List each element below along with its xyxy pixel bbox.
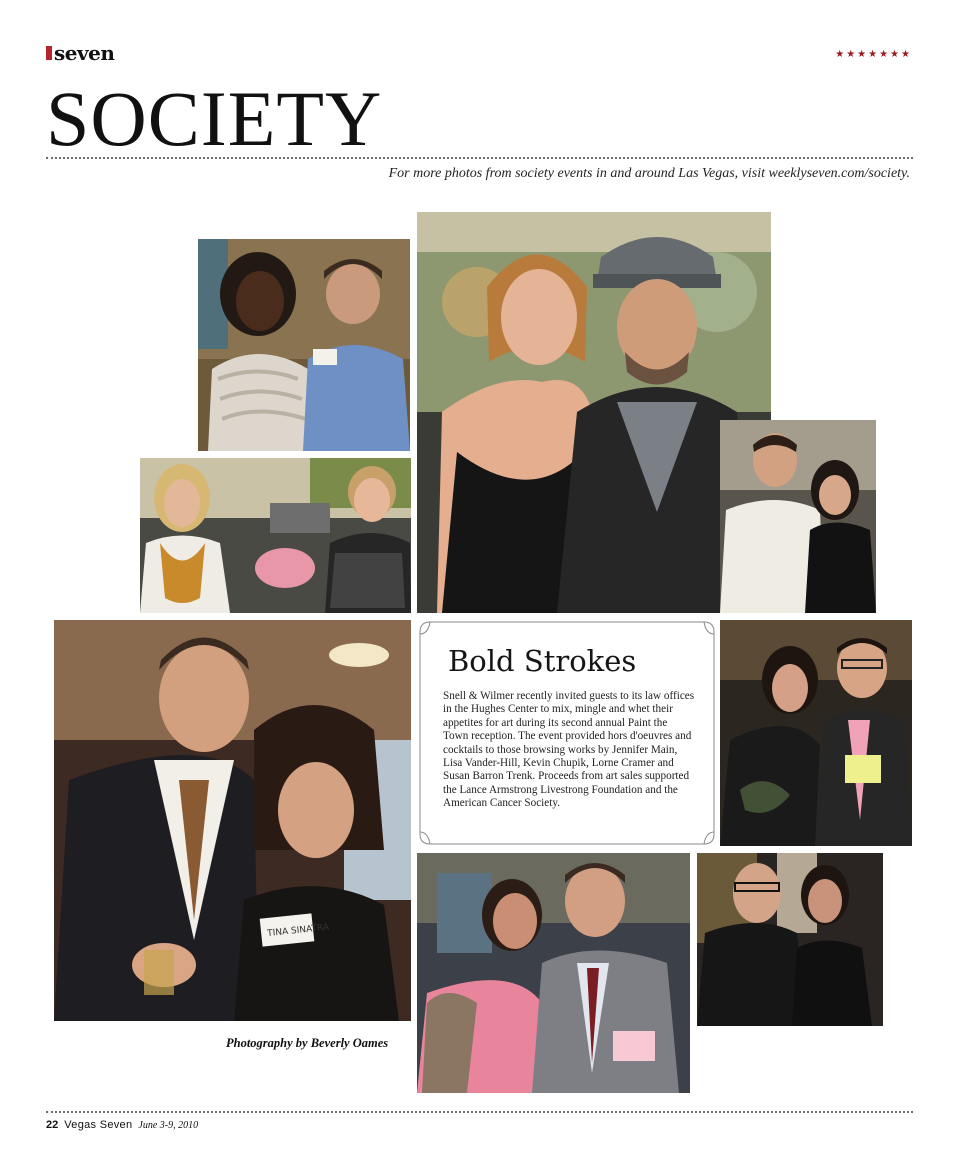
photo-couple-with-hat xyxy=(417,212,771,613)
brand-accent-bar xyxy=(46,46,52,60)
page-footer xyxy=(46,1119,198,1131)
website-note: For more photos from society events in and around Las Vegas, visit weeklyseven.com/society. xyxy=(388,166,910,181)
article-title: Bold Strokes xyxy=(448,644,637,678)
photo-credit: Photography by Beverly Oames xyxy=(226,1036,389,1050)
magazine-name: Vegas Seven xyxy=(64,1119,133,1131)
brand-name: seven xyxy=(54,41,115,65)
photo-pink-tie-couple xyxy=(720,620,912,846)
footer-divider xyxy=(46,1111,913,1113)
page-number: 22 xyxy=(46,1119,59,1131)
article-body: Snell & Wilmer recently invited guests to its law offices in the Hughes Center to mix, mingle and whet their appetites for art during its second annual Paint the Town reception. The event provided hors d'oeuvres and cocktails to those browsing works by Jennifer Main, Lisa Vander-Hill, Kevin Chupik, Lorne Cramer and Susan Barron Trenk. Proceeds from art sales supported the Lance Armstrong Livestrong Foundation and the American Cancer Society. xyxy=(443,690,695,810)
star-rating-decoration: ★★★★★★★ xyxy=(835,49,912,60)
header-divider xyxy=(46,157,913,159)
article-card xyxy=(418,620,716,846)
name-tag-text: TINA SINATRA xyxy=(266,922,330,940)
photo-glasses-couple xyxy=(697,853,883,1026)
photo-two-women-crew xyxy=(140,458,411,613)
photo-white-shirt-couple xyxy=(720,420,876,613)
brand-logo xyxy=(46,42,114,64)
photo-couple-name-tag xyxy=(54,620,411,1021)
section-title: SOCIETY xyxy=(46,75,383,162)
photo-couple-blue-shirt xyxy=(198,239,410,451)
issue-date: June 3-9, 2010 xyxy=(138,1120,199,1131)
photo-grey-suit-couple xyxy=(417,853,690,1093)
